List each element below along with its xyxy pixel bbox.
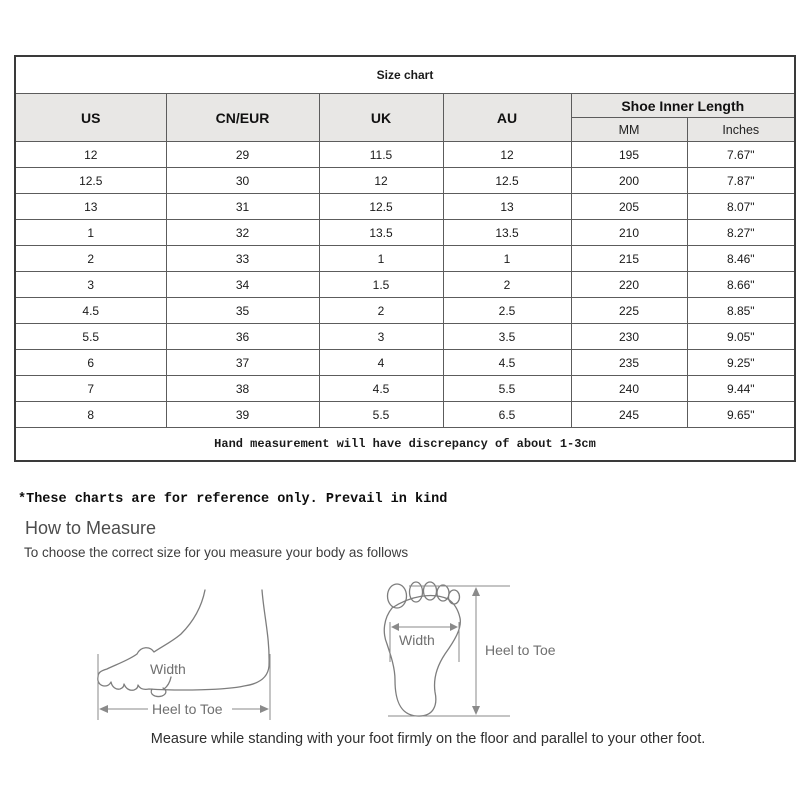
measure-caption: Measure while standing with your foot firmly on the floor and parallel to your other foot. — [150, 731, 706, 747]
foot-side-outline — [98, 590, 269, 697]
table-row — [15, 220, 795, 246]
table-cell: 8 — [15, 402, 166, 428]
table-title: Size chart — [15, 56, 795, 94]
table-cell: 8.27" — [687, 220, 795, 246]
table-cell: 240 — [571, 376, 687, 402]
table-cell: 4.5 — [319, 376, 443, 402]
table-cell: 5.5 — [15, 324, 166, 350]
table-cell: 2.5 — [443, 298, 571, 324]
table-cell: 8.66" — [687, 272, 795, 298]
side-width-label: Width — [150, 661, 186, 677]
table-body — [15, 142, 795, 428]
table-cell: 38 — [166, 376, 319, 402]
table-cell: 230 — [571, 324, 687, 350]
table-row — [15, 350, 795, 376]
table-cell: 2 — [15, 246, 166, 272]
table-cell: 37 — [166, 350, 319, 376]
table-cell: 245 — [571, 402, 687, 428]
table-cell: 11.5 — [319, 142, 443, 168]
table-cell: 2 — [443, 272, 571, 298]
table-row — [15, 376, 795, 402]
table-cell: 13.5 — [443, 220, 571, 246]
table-cell: 2 — [319, 298, 443, 324]
top-width-label: Width — [399, 632, 435, 648]
table-cell: 34 — [166, 272, 319, 298]
table-cell: 6.5 — [443, 402, 571, 428]
table-cell: 3 — [319, 324, 443, 350]
hand-measurement-note: Hand measurement will have discrepancy of about 1-3cm — [15, 428, 795, 462]
table-cell: 195 — [571, 142, 687, 168]
table-cell: 13.5 — [319, 220, 443, 246]
table-cell: 5.5 — [443, 376, 571, 402]
column-header-shoe-inner-length: Shoe Inner Length — [571, 94, 795, 118]
table-cell: 235 — [571, 350, 687, 376]
table-row — [15, 272, 795, 298]
column-header-au: AU — [443, 94, 571, 142]
table-cell: 36 — [166, 324, 319, 350]
footprint-outline — [384, 582, 460, 716]
table-cell: 5.5 — [319, 402, 443, 428]
table-cell: 225 — [571, 298, 687, 324]
table-cell: 39 — [166, 402, 319, 428]
table-cell: 3.5 — [443, 324, 571, 350]
table-row — [15, 298, 795, 324]
table-cell: 1.5 — [319, 272, 443, 298]
how-to-measure-subtitle: To choose the correct size for you measure your body as follows — [24, 545, 409, 560]
column-header-inches: Inches — [687, 118, 795, 142]
table-cell: 7 — [15, 376, 166, 402]
column-header-cn-eur: CN/EUR — [166, 94, 319, 142]
table-cell: 30 — [166, 168, 319, 194]
table-row — [15, 402, 795, 428]
side-heel-to-toe-label: Heel to Toe — [152, 701, 223, 717]
table-cell: 205 — [571, 194, 687, 220]
table-cell: 210 — [571, 220, 687, 246]
column-header-mm: MM — [571, 118, 687, 142]
table-cell: 220 — [571, 272, 687, 298]
table-cell: 1 — [443, 246, 571, 272]
top-heel-to-toe-label: Heel to Toe — [485, 642, 556, 658]
table-row — [15, 142, 795, 168]
foot-top-view-diagram — [376, 574, 591, 726]
table-cell: 8.07" — [687, 194, 795, 220]
table-cell: 7.87" — [687, 168, 795, 194]
table-cell: 9.65" — [687, 402, 795, 428]
table-title-row — [15, 56, 795, 94]
how-to-measure-heading: How to Measure — [25, 518, 157, 538]
foot-side-view-diagram — [86, 572, 311, 730]
table-cell: 12.5 — [319, 194, 443, 220]
table-cell: 35 — [166, 298, 319, 324]
size-chart-table — [14, 55, 796, 462]
reference-note: *These charts are for reference only. Prevail in kind — [18, 492, 448, 507]
table-cell: 13 — [443, 194, 571, 220]
table-cell: 215 — [571, 246, 687, 272]
table-cell: 12 — [15, 142, 166, 168]
table-cell: 12 — [319, 168, 443, 194]
table-cell: 9.05" — [687, 324, 795, 350]
table-row — [15, 194, 795, 220]
table-footer-row — [15, 428, 795, 462]
table-cell: 7.67" — [687, 142, 795, 168]
table-cell: 12 — [443, 142, 571, 168]
table-row — [15, 168, 795, 194]
table-cell: 200 — [571, 168, 687, 194]
table-cell: 3 — [15, 272, 166, 298]
table-cell: 31 — [166, 194, 319, 220]
table-cell: 9.44" — [687, 376, 795, 402]
table-cell: 1 — [319, 246, 443, 272]
table-cell: 1 — [15, 220, 166, 246]
table-cell: 6 — [15, 350, 166, 376]
table-row — [15, 246, 795, 272]
table-row — [15, 324, 795, 350]
table-cell: 8.46" — [687, 246, 795, 272]
table-cell: 12.5 — [15, 168, 166, 194]
table-cell: 32 — [166, 220, 319, 246]
table-cell: 13 — [15, 194, 166, 220]
table-cell: 9.25" — [687, 350, 795, 376]
table-cell: 12.5 — [443, 168, 571, 194]
table-cell: 4.5 — [443, 350, 571, 376]
column-header-us: US — [15, 94, 166, 142]
column-header-uk: UK — [319, 94, 443, 142]
table-header-row — [15, 94, 795, 118]
table-cell: 4 — [319, 350, 443, 376]
table-cell: 29 — [166, 142, 319, 168]
table-cell: 4.5 — [15, 298, 166, 324]
table-cell: 33 — [166, 246, 319, 272]
table-cell: 8.85" — [687, 298, 795, 324]
